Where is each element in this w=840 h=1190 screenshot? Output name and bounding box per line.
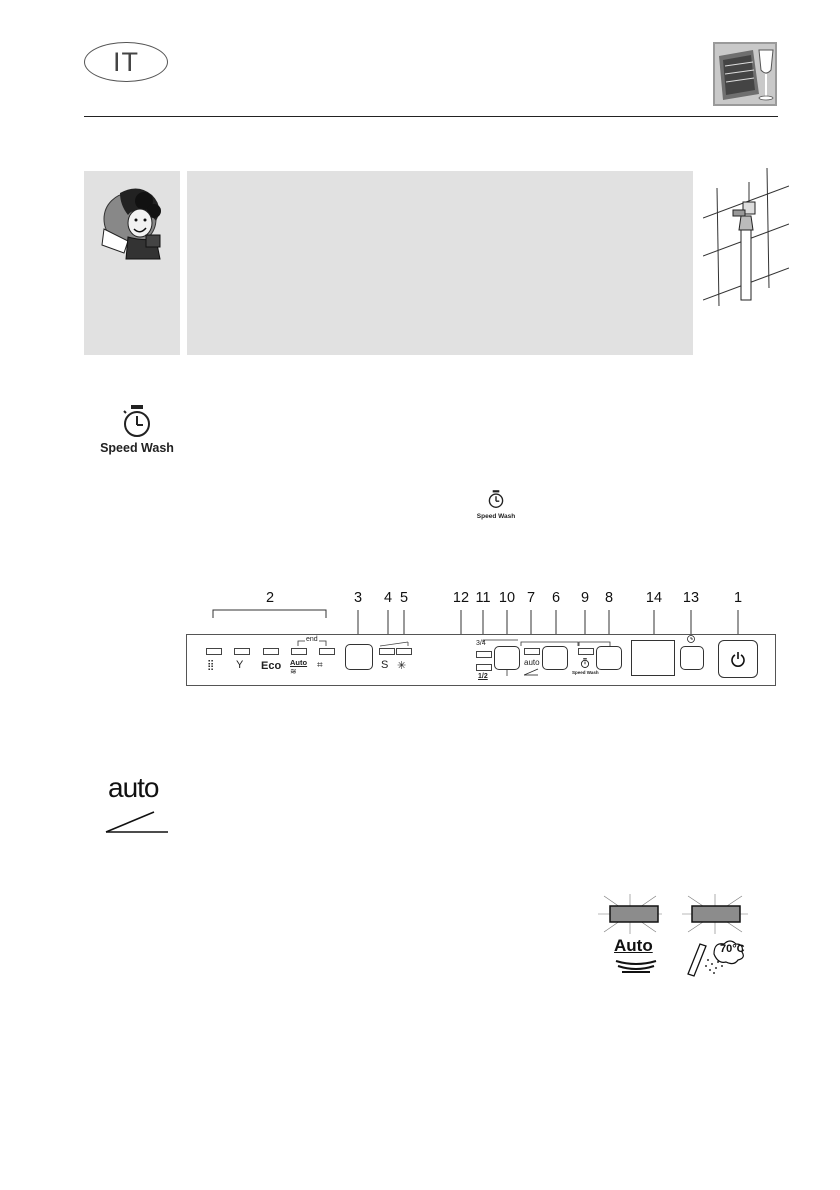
panel-number: 7 [526, 590, 536, 606]
indicator-glow-graphic [598, 894, 752, 934]
auto-button[interactable] [542, 646, 568, 670]
panel-number: 13 [682, 590, 700, 606]
panel-number: 2 [265, 590, 275, 606]
wine-glass-icon: Y [236, 659, 244, 671]
auto-symbol [104, 772, 170, 834]
delay-start-button[interactable] [680, 646, 704, 670]
eco-label: Eco [261, 660, 282, 672]
panel-number: 11 [475, 590, 491, 606]
stopwatch-icon [485, 488, 507, 510]
auto-ramp-mini-icon [524, 668, 540, 676]
power-icon [730, 651, 746, 667]
panel-number: 1 [733, 590, 743, 606]
hot-wash-icon: ⌗ [317, 660, 323, 671]
temperature-label: 70°C [720, 943, 745, 955]
rinse-aid-icon: ✳ [397, 660, 407, 672]
speed-wash-mini-label: Speed Wash [572, 670, 599, 675]
stopwatch-icon [579, 657, 591, 669]
note-text-panel [187, 171, 693, 355]
auto-symbol-label: auto [108, 772, 159, 803]
salt-refill-icon: S [381, 659, 389, 671]
speed-wash-symbol [92, 404, 182, 460]
indicator-light [578, 648, 594, 655]
speed-wash-inline-symbol [468, 488, 524, 524]
speed-wash-inline-label: Speed Wash [476, 513, 516, 520]
clock-icon [686, 634, 696, 644]
cartoon-woman-mascot-icon [98, 183, 170, 261]
dish-stack-icon: ≋ [290, 667, 297, 676]
digital-display [631, 640, 675, 676]
panel-number: 9 [580, 590, 590, 606]
dish-stack-icon [614, 958, 658, 974]
glowing-indicator-icons [598, 894, 752, 980]
panel-number: 4 [383, 590, 393, 606]
glow-auto-label: Auto [614, 936, 653, 955]
speed-wash-button[interactable] [596, 646, 622, 670]
panel-number: 5 [399, 590, 409, 606]
indicator-light [524, 648, 540, 655]
prewash-shower-icon: ⣿ [207, 660, 215, 671]
header-rule [84, 116, 778, 117]
panel-number: 12 [452, 590, 470, 606]
auto-small-label: auto [524, 658, 540, 667]
auto-ramp-icon [104, 810, 170, 834]
control-panel-diagram [186, 584, 778, 688]
panel-number: 14 [645, 590, 663, 606]
stopwatch-icon [117, 404, 157, 438]
panel-number: 8 [604, 590, 614, 606]
water-tap-wall-icon [703, 168, 789, 306]
power-button[interactable] [718, 640, 758, 678]
end-label: end [306, 636, 318, 643]
speed-wash-label: Speed Wash [100, 441, 174, 455]
half-load-label: 1/2 [478, 673, 488, 680]
dishwasher-wine-glass-icon [713, 42, 777, 106]
panel-number: 10 [498, 590, 516, 606]
auto-label: Auto [290, 658, 308, 667]
three-quarter-label: 3/4 [476, 640, 486, 647]
panel-number: 3 [353, 590, 363, 606]
language-badge: IT [84, 42, 168, 82]
panel-number: 6 [551, 590, 561, 606]
